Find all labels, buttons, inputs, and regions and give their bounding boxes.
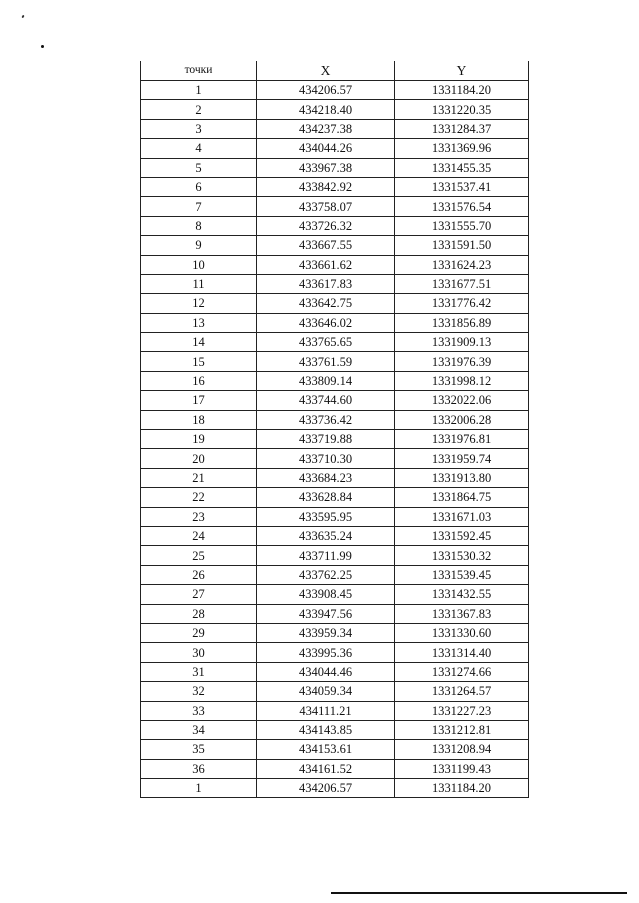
cell-x: 434059.34 (257, 682, 395, 701)
cell-point: 35 (141, 740, 257, 759)
cell-x: 433765.65 (257, 333, 395, 352)
table-row (141, 391, 529, 410)
cell-y: 1332022.06 (395, 391, 529, 410)
cell-point: 10 (141, 255, 257, 274)
table-row (141, 236, 529, 255)
table-row (141, 294, 529, 313)
cell-y: 1331537.41 (395, 177, 529, 196)
cell-x: 433947.56 (257, 604, 395, 623)
cell-x: 434218.40 (257, 100, 395, 119)
cell-point: 30 (141, 643, 257, 662)
table-header (141, 61, 529, 81)
table-row (141, 255, 529, 274)
cell-point: 14 (141, 333, 257, 352)
cell-y: 1331776.42 (395, 294, 529, 313)
cell-y: 1331671.03 (395, 507, 529, 526)
cell-point: 28 (141, 604, 257, 623)
header-x: X (257, 61, 395, 81)
cell-y: 1331227.23 (395, 701, 529, 720)
table-row (141, 371, 529, 390)
cell-y: 1331199.43 (395, 759, 529, 778)
cell-y: 1331530.32 (395, 546, 529, 565)
table-row (141, 662, 529, 681)
table-row (141, 720, 529, 739)
table-row (141, 507, 529, 526)
table-row (141, 313, 529, 332)
cell-point: 3 (141, 119, 257, 138)
cell-point: 15 (141, 352, 257, 371)
table-row (141, 139, 529, 158)
cell-point: 31 (141, 662, 257, 681)
table-row (141, 333, 529, 352)
cell-y: 1331909.13 (395, 333, 529, 352)
table-row (141, 546, 529, 565)
table-row (141, 759, 529, 778)
cell-x: 433661.62 (257, 255, 395, 274)
cell-y: 1331998.12 (395, 371, 529, 390)
cell-point: 20 (141, 449, 257, 468)
cell-point: 9 (141, 236, 257, 255)
cell-point: 22 (141, 488, 257, 507)
cell-point: 25 (141, 546, 257, 565)
cell-y: 1331314.40 (395, 643, 529, 662)
cell-x: 433762.25 (257, 565, 395, 584)
table-row (141, 430, 529, 449)
table-row (141, 410, 529, 429)
cell-y: 1331959.74 (395, 449, 529, 468)
coordinates-table (140, 61, 529, 798)
scan-speck (21, 15, 24, 19)
cell-y: 1331284.37 (395, 119, 529, 138)
table-row (141, 352, 529, 371)
cell-y: 1331624.23 (395, 255, 529, 274)
table-row (141, 740, 529, 759)
table-row (141, 488, 529, 507)
signature-line (331, 892, 627, 894)
cell-point: 26 (141, 565, 257, 584)
cell-point: 6 (141, 177, 257, 196)
cell-x: 434111.21 (257, 701, 395, 720)
cell-point: 12 (141, 294, 257, 313)
cell-x: 434153.61 (257, 740, 395, 759)
cell-point: 36 (141, 759, 257, 778)
table-row (141, 119, 529, 138)
cell-point: 21 (141, 468, 257, 487)
cell-x: 433736.42 (257, 410, 395, 429)
table-row (141, 216, 529, 235)
table-row (141, 701, 529, 720)
cell-y: 1331212.81 (395, 720, 529, 739)
cell-x: 433684.23 (257, 468, 395, 487)
cell-y: 1331274.66 (395, 662, 529, 681)
table-row (141, 682, 529, 701)
cell-point: 19 (141, 430, 257, 449)
table-row (141, 197, 529, 216)
cell-y: 1331576.54 (395, 197, 529, 216)
cell-x: 434161.52 (257, 759, 395, 778)
cell-x: 433842.92 (257, 177, 395, 196)
cell-x: 434044.46 (257, 662, 395, 681)
cell-y: 1331455.35 (395, 158, 529, 177)
cell-x: 434044.26 (257, 139, 395, 158)
cell-point: 32 (141, 682, 257, 701)
cell-y: 1331539.45 (395, 565, 529, 584)
cell-y: 1331864.75 (395, 488, 529, 507)
cell-point: 4 (141, 139, 257, 158)
table-row (141, 158, 529, 177)
cell-y: 1331913.80 (395, 468, 529, 487)
cell-y: 1332006.28 (395, 410, 529, 429)
cell-y: 1331184.20 (395, 81, 529, 100)
table-row (141, 623, 529, 642)
cell-y: 1331367.83 (395, 604, 529, 623)
cell-y: 1331976.81 (395, 430, 529, 449)
scan-dot (41, 45, 44, 48)
cell-point: 27 (141, 585, 257, 604)
table-row (141, 468, 529, 487)
cell-point: 23 (141, 507, 257, 526)
cell-x: 433719.88 (257, 430, 395, 449)
cell-point: 2 (141, 100, 257, 119)
cell-y: 1331432.55 (395, 585, 529, 604)
cell-x: 434206.57 (257, 779, 395, 798)
cell-x: 433635.24 (257, 526, 395, 545)
cell-y: 1331264.57 (395, 682, 529, 701)
cell-y: 1331330.60 (395, 623, 529, 642)
table-row (141, 449, 529, 468)
cell-point: 24 (141, 526, 257, 545)
cell-x: 433959.34 (257, 623, 395, 642)
cell-x: 433710.30 (257, 449, 395, 468)
cell-x: 433761.59 (257, 352, 395, 371)
table-row (141, 585, 529, 604)
cell-point: 1 (141, 779, 257, 798)
cell-point: 13 (141, 313, 257, 332)
cell-x: 434206.57 (257, 81, 395, 100)
cell-x: 434237.38 (257, 119, 395, 138)
table-row (141, 81, 529, 100)
cell-y: 1331555.70 (395, 216, 529, 235)
cell-x: 433667.55 (257, 236, 395, 255)
table-row (141, 526, 529, 545)
cell-point: 5 (141, 158, 257, 177)
table-row (141, 565, 529, 584)
cell-point: 11 (141, 274, 257, 293)
cell-y: 1331220.35 (395, 100, 529, 119)
cell-x: 433595.95 (257, 507, 395, 526)
cell-x: 433642.75 (257, 294, 395, 313)
table-row (141, 643, 529, 662)
table-row (141, 274, 529, 293)
cell-x: 433711.99 (257, 546, 395, 565)
header-y: Y (395, 61, 529, 81)
cell-point: 16 (141, 371, 257, 390)
cell-x: 433995.36 (257, 643, 395, 662)
cell-y: 1331976.39 (395, 352, 529, 371)
cell-y: 1331208.94 (395, 740, 529, 759)
cell-point: 8 (141, 216, 257, 235)
cell-y: 1331677.51 (395, 274, 529, 293)
cell-y: 1331856.89 (395, 313, 529, 332)
cell-y: 1331369.96 (395, 139, 529, 158)
cell-point: 29 (141, 623, 257, 642)
cell-y: 1331184.20 (395, 779, 529, 798)
cell-x: 433908.45 (257, 585, 395, 604)
cell-x: 433646.02 (257, 313, 395, 332)
cell-x: 433628.84 (257, 488, 395, 507)
cell-x: 433967.38 (257, 158, 395, 177)
cell-point: 33 (141, 701, 257, 720)
cell-point: 7 (141, 197, 257, 216)
cell-point: 18 (141, 410, 257, 429)
table-body (141, 81, 529, 798)
cell-point: 17 (141, 391, 257, 410)
cell-y: 1331592.45 (395, 526, 529, 545)
table-row (141, 604, 529, 623)
table-row (141, 100, 529, 119)
cell-point: 34 (141, 720, 257, 739)
table-row (141, 177, 529, 196)
header-point: точки (141, 61, 257, 81)
cell-x: 433809.14 (257, 371, 395, 390)
cell-x: 433744.60 (257, 391, 395, 410)
cell-x: 433758.07 (257, 197, 395, 216)
cell-point: 1 (141, 81, 257, 100)
cell-x: 433726.32 (257, 216, 395, 235)
cell-x: 434143.85 (257, 720, 395, 739)
table-row (141, 779, 529, 798)
header-row (141, 61, 529, 81)
cell-y: 1331591.50 (395, 236, 529, 255)
cell-x: 433617.83 (257, 274, 395, 293)
